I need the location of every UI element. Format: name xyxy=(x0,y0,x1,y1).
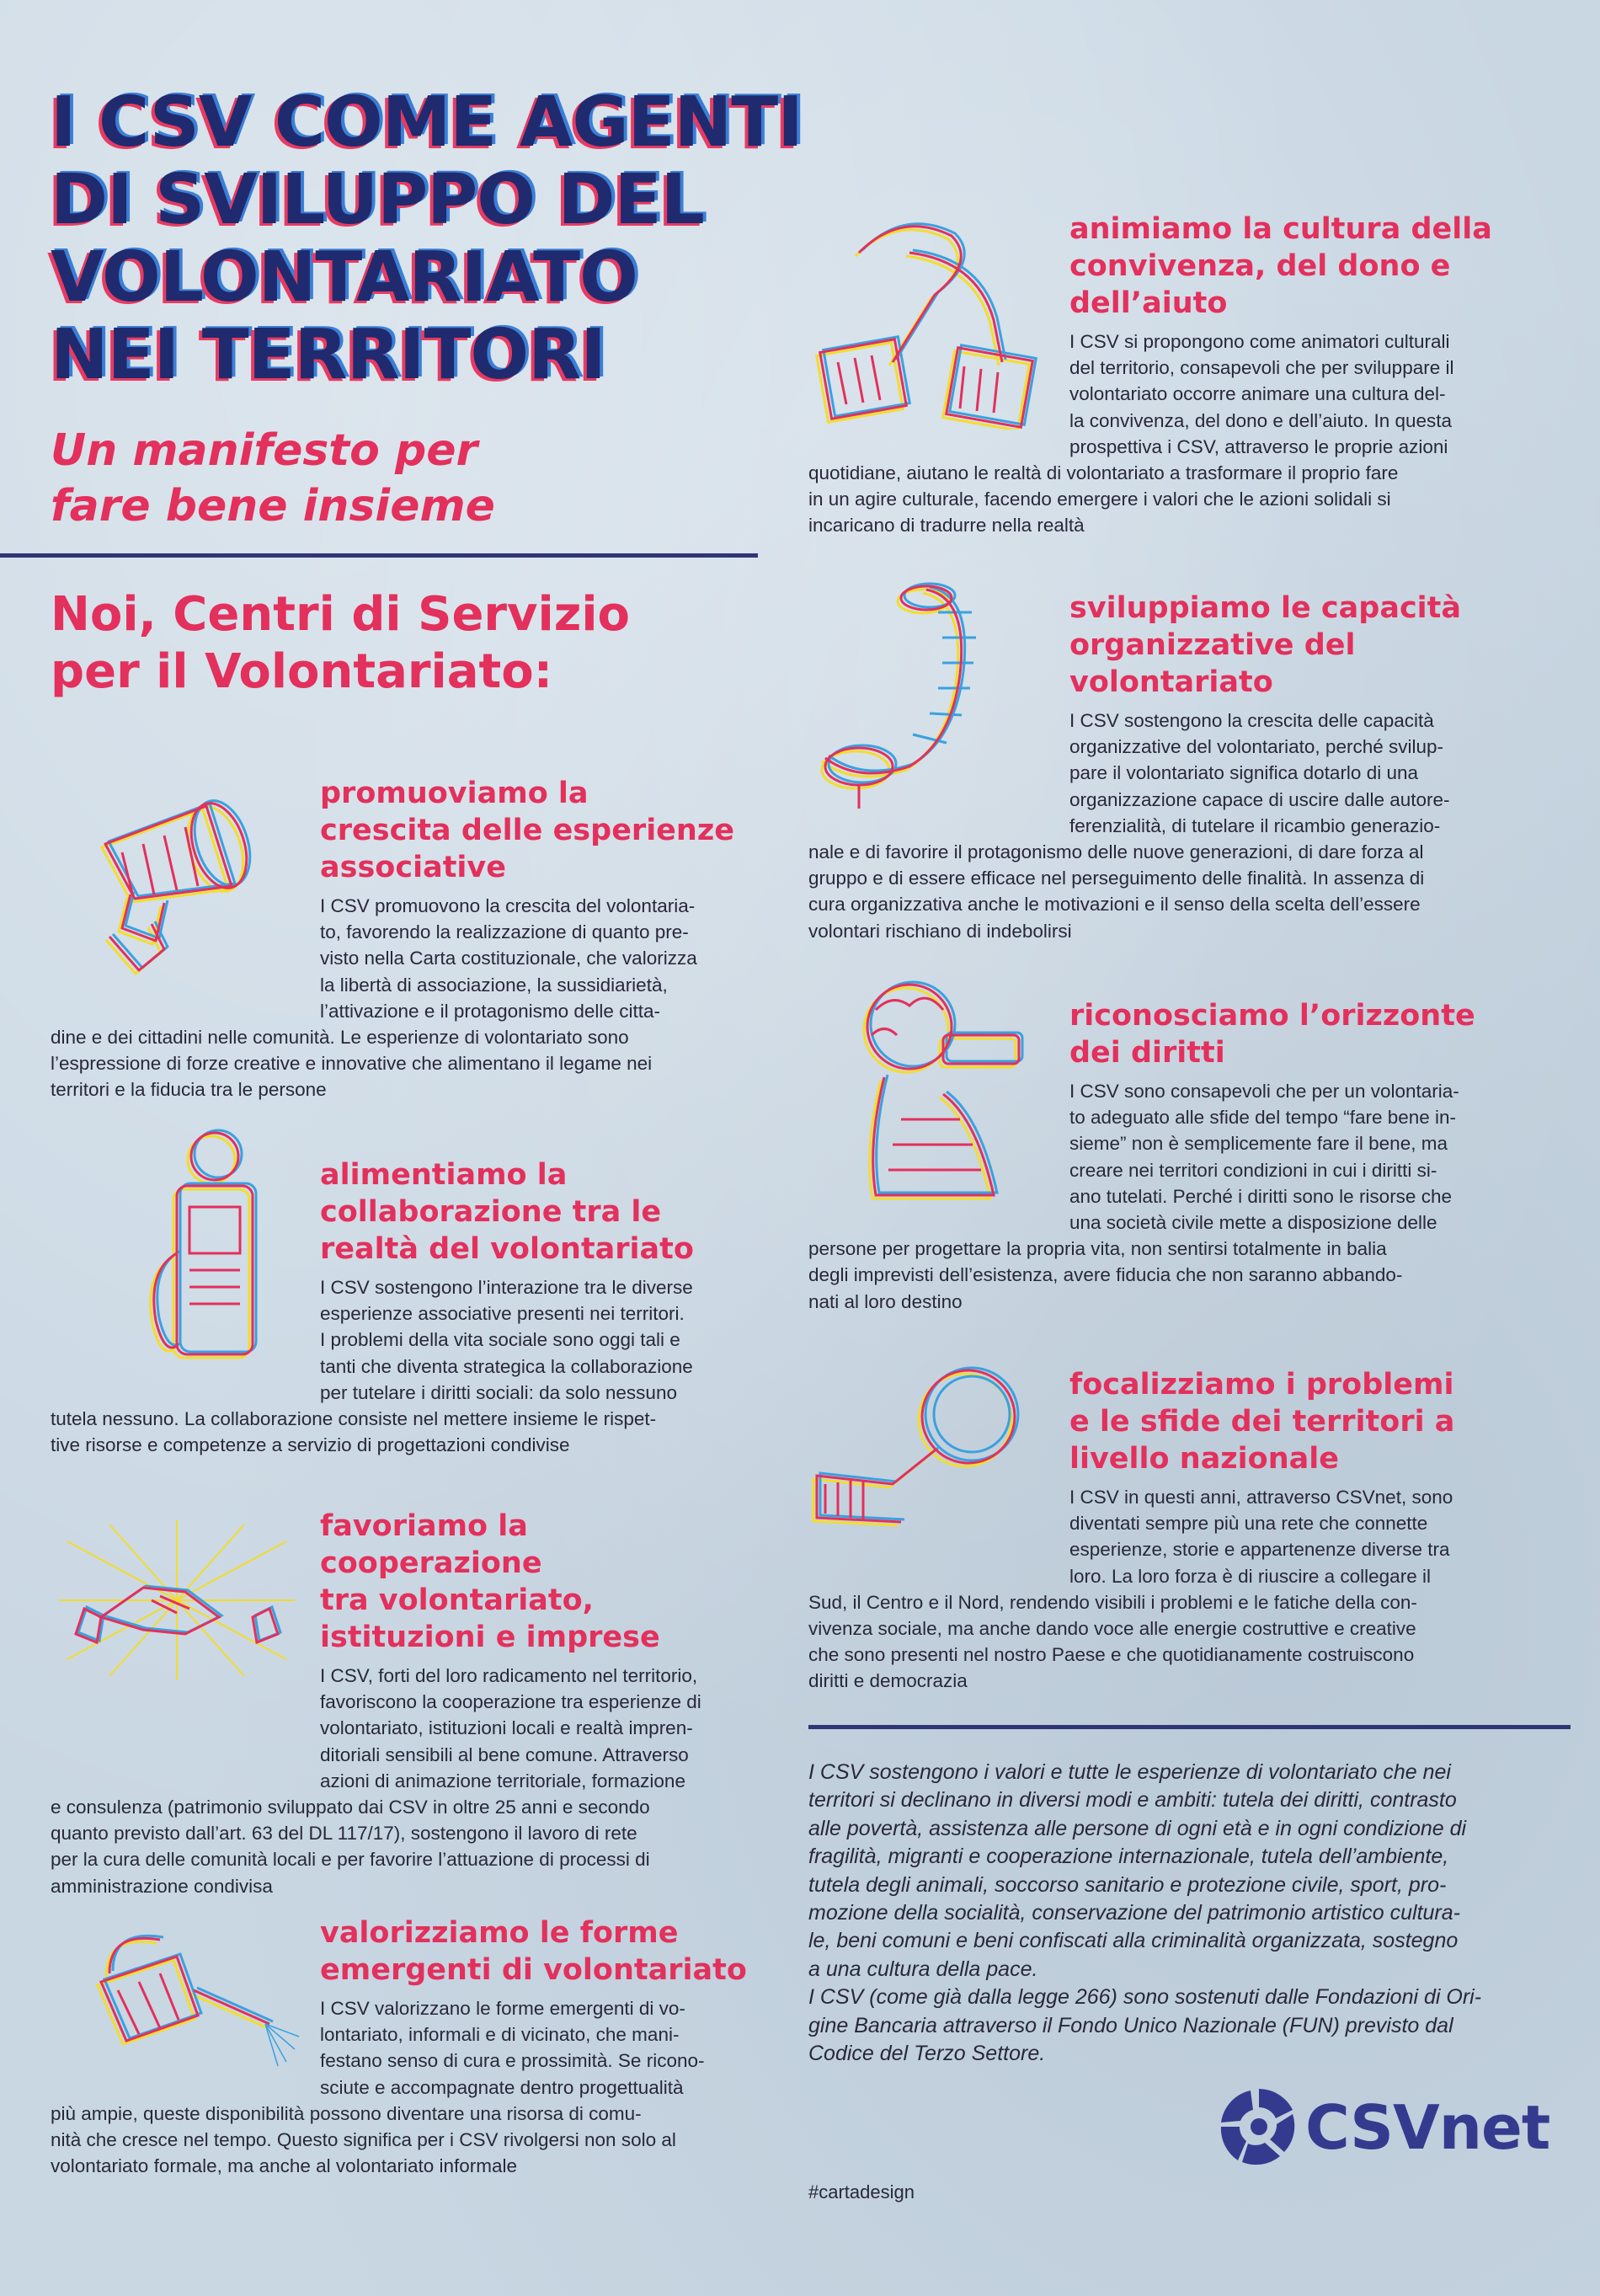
fuel-pump-icon xyxy=(131,1119,299,1371)
section-body-full xyxy=(51,2101,758,2180)
heading-line: volontariato xyxy=(1069,665,1273,699)
body-line: sciute e accompagnate dentro progettualità xyxy=(320,2076,684,2098)
body-line: azioni di animazione territoriale, formazione xyxy=(320,1770,685,1791)
section-focalizziamo xyxy=(808,1366,1516,1695)
woman-spyglass-icon xyxy=(834,976,1044,1212)
intro-heading xyxy=(51,586,808,701)
body-line: to, favorendo la realizzazione di quanto pre- xyxy=(320,921,689,943)
body-line: amministrazione condivisa xyxy=(51,1875,273,1897)
section-heading xyxy=(320,1914,758,1989)
heading-line: istituzioni e imprese xyxy=(320,1621,660,1654)
closing-divider xyxy=(808,1725,1571,1729)
heading-line: tra volontariato, xyxy=(320,1583,594,1617)
closing-line: gine Bancaria attraverso il Fondo Unico Nazionale (FUN) previsto dal xyxy=(808,2013,1453,2037)
closing-line: le, beni comuni e beni confiscati alla criminalità organizzata, sostegno xyxy=(808,1929,1459,1953)
body-line: del territorio, consapevoli che per sviluppare il xyxy=(1069,357,1454,379)
section-body-full xyxy=(808,1589,1516,1695)
heading-line: e le sfide dei territori a xyxy=(1069,1405,1455,1439)
heading-line: alimentiamo la xyxy=(320,1158,568,1192)
title-line: NEI TERRITORI xyxy=(51,315,605,395)
closing-line: I CSV sostengono i valori e tutte le esperienze di volontariato che nei xyxy=(808,1760,1451,1784)
body-line: ferenzialità, di tutelare il ricambio generazio- xyxy=(1069,814,1441,836)
body-line: I CSV promuovono la crescita del volontaria- xyxy=(320,895,696,916)
magnifying-glass-icon xyxy=(800,1358,1044,1551)
intro-line: Noi, Centri di Servizio xyxy=(51,587,630,642)
arm-wrestling-icon xyxy=(792,194,1053,430)
heading-line: realtà del volontariato xyxy=(320,1232,694,1266)
body-line: festano senso di cura e prossimità. Se ricono- xyxy=(320,2050,705,2072)
section-heading xyxy=(1069,590,1516,701)
body-line: la libertà di associazione, la sussidiarietà, xyxy=(320,974,668,996)
section-body-indented xyxy=(1069,707,1516,839)
subtitle xyxy=(51,423,724,534)
section-favoriamo xyxy=(51,1508,758,1899)
section-promuoviamo xyxy=(51,775,758,1103)
section-body-indented xyxy=(1069,1484,1516,1589)
gear-pipe-icon xyxy=(808,573,1036,817)
body-line: nati al loro destino xyxy=(808,1290,963,1312)
body-line: che sono presenti nel nostro Paese e che quotidianamente costruiscono xyxy=(808,1644,1415,1666)
watering-can-icon xyxy=(51,1923,303,2074)
title-line: I CSV COME AGENTI xyxy=(51,83,803,163)
body-line: I problemi della vita sociale sono oggi tali e xyxy=(320,1329,680,1351)
body-line: per tutelare i diritti sociali: da solo nessuno xyxy=(320,1381,677,1403)
logo-text: CSVnet xyxy=(1305,2092,1550,2163)
body-line: diritti e democrazia xyxy=(808,1670,968,1692)
body-line: diventati sempre più una rete che connette xyxy=(1069,1513,1428,1535)
body-line: degli imprevisti dell’esistenza, avere fiducia che non saranno abbando- xyxy=(808,1264,1403,1286)
heading-line: dell’aiuto xyxy=(1069,286,1228,320)
section-heading xyxy=(320,1156,758,1268)
body-line: territori e la fiducia tra le persone xyxy=(51,1079,327,1101)
section-heading xyxy=(320,1508,758,1656)
heading-line: animiamo la cultura della xyxy=(1069,212,1492,246)
section-body-full xyxy=(51,1794,758,1899)
heading-line: crescita delle esperienze xyxy=(320,814,734,847)
body-line: tive risorse e competenze a servizio di progettazioni condivise xyxy=(51,1434,570,1456)
body-line: I CSV sostengono la crescita delle capacità xyxy=(1069,710,1434,731)
section-body-indented xyxy=(320,1663,758,1794)
body-line: dine e dei cittadini nelle comunità. Le esperienze di volontariato sono xyxy=(51,1027,629,1049)
body-line: quanto previsto dall’art. 63 del DL 117/17), sostengono il lavoro di rete xyxy=(51,1823,637,1845)
closing-text xyxy=(808,1759,1524,2068)
body-line: I CSV sono consapevoli che per un volontaria- xyxy=(1069,1081,1459,1102)
section-body-indented xyxy=(320,893,758,1024)
closing-line: a una cultura della pace. xyxy=(808,1957,1038,1981)
section-animiamo xyxy=(808,211,1516,539)
body-line: e consulenza (patrimonio sviluppato dai CSV in oltre 25 anni e secondo xyxy=(51,1797,650,1818)
body-line: incaricano di tradurre nella realtà xyxy=(808,515,1085,537)
heading-line: favoriamo la cooperazione xyxy=(320,1509,542,1580)
body-line: quotidiane, aiutano le realtà di volontariato a trasformare il proprio fare xyxy=(808,462,1399,484)
section-body-full xyxy=(51,1024,758,1103)
title-divider xyxy=(0,553,758,558)
section-body-full xyxy=(808,460,1516,539)
intro-line: per il Volontariato: xyxy=(51,644,553,699)
heading-line: livello nazionale xyxy=(1069,1442,1339,1476)
section-alimentiamo xyxy=(51,1156,758,1458)
body-line: cura organizzativa anche le motivazioni e il senso della scelta dell’essere xyxy=(808,894,1421,916)
section-body-full xyxy=(808,839,1516,944)
section-riconosciamo xyxy=(808,997,1516,1315)
closing-line: Codice del Terzo Settore. xyxy=(808,2042,1046,2066)
section-body-indented xyxy=(320,1274,758,1406)
body-line: lontariato, informali e di vicinato, che mani- xyxy=(320,2024,680,2046)
body-line: ditoriali sensibili al bene comune. Attraverso xyxy=(320,1743,689,1765)
body-line: esperienze, storie e appartenenze diverse tra xyxy=(1069,1539,1450,1561)
section-heading xyxy=(1069,211,1516,322)
section-body-full xyxy=(808,1236,1516,1315)
body-line: I CSV valorizzano le forme emergenti di vo- xyxy=(320,1998,685,2019)
closing-line: I CSV (come già dalla legge 266) sono sostenuti dalle Fondazioni di Ori- xyxy=(808,1985,1482,2010)
body-line: in un agire culturale, facendo emergere i valori che le azioni solidali si xyxy=(808,489,1391,510)
body-line: l’espressione di forze creative e innovative che alimentano il legame nei xyxy=(51,1053,653,1075)
body-line: loro. La loro forza è di riuscire a collegare il xyxy=(1069,1565,1431,1587)
csvnet-logo xyxy=(1213,2080,1550,2181)
section-body-indented xyxy=(1069,328,1516,460)
body-line: visto nella Carta costituzionale, che valorizza xyxy=(320,948,697,969)
body-line: ano tutelati. Perché i diritti sono le risorse che xyxy=(1069,1185,1452,1207)
body-line: Sud, il Centro e il Nord, rendendo visibili i problemi e le fatiche della con- xyxy=(808,1591,1417,1613)
heading-line: emergenti di volontariato xyxy=(320,1953,747,1987)
body-line: organizzazione capace di uscire dalle autore- xyxy=(1069,788,1450,810)
body-line: volontari rischiano di indebolirsi xyxy=(808,920,1072,942)
subtitle-line: Un manifesto per xyxy=(51,425,478,476)
body-line: l’attivazione e il protagonismo delle citta- xyxy=(320,1000,660,1022)
closing-line: tutela degli animali, soccorso sanitario e protezione civile, sport, pro- xyxy=(808,1872,1447,1897)
body-line: organizzative del volontariato, perché svilup- xyxy=(1069,736,1443,758)
heading-line: valorizziamo le forme xyxy=(320,1916,679,1950)
main-title xyxy=(51,84,876,394)
closing-line: alle povertà, assistenza alle persone di ogni età e in ogni condizione di xyxy=(808,1816,1467,1840)
title-line: DI SVILUPPO DEL xyxy=(51,160,704,240)
body-line: esperienze associative presenti nei territori. xyxy=(320,1303,685,1325)
body-line: volontariato occorre animare una cultura del- xyxy=(1069,383,1446,405)
heading-line: organizzative del xyxy=(1069,628,1356,662)
section-body-indented xyxy=(1069,1078,1516,1236)
body-line: più ampie, queste disponibilità possono diventare una risorsa di comu- xyxy=(51,2102,642,2124)
subtitle-line: fare bene insieme xyxy=(51,481,495,531)
heading-line: dei diritti xyxy=(1069,1036,1225,1070)
heading-line: associative xyxy=(320,851,506,884)
handshake-icon xyxy=(51,1516,303,1685)
section-heading xyxy=(1069,1366,1516,1477)
closing-line: mozione della socialità, conservazione del patrimonio artistico cultura- xyxy=(808,1901,1460,1925)
closing-line: territori si declinano in diversi modi e ambiti: tutela dei diritti, contrasto xyxy=(808,1788,1457,1813)
heading-line: collaborazione tra le xyxy=(320,1195,662,1229)
body-line: gruppo e di essere efficace nel perseguimento delle finalità. In assenza di xyxy=(808,868,1425,889)
body-line: persone per progettare la propria vita, non sentirsi totalmente in balia xyxy=(808,1238,1387,1260)
section-valorizziamo xyxy=(51,1914,758,2179)
body-line: sieme” non è semplicemente fare il bene, ma xyxy=(1069,1133,1448,1155)
section-heading xyxy=(1069,997,1516,1071)
heading-line: sviluppiamo le capacità xyxy=(1069,591,1462,625)
body-line: vivenza sociale, ma anche dando voce alle energie costruttive e creative xyxy=(808,1618,1416,1640)
body-line: una società civile mette a disposizione delle xyxy=(1069,1212,1437,1234)
body-line: creare nei territori condizioni in cui i diritti si- xyxy=(1069,1159,1437,1181)
body-line: la convivenza, del dono e dell’aiuto. In questa xyxy=(1069,409,1453,431)
body-line: per la cura delle comunità locali e per favorire l’attuazione di processi di xyxy=(51,1849,650,1871)
body-line: I CSV sostengono l’interazione tra le diverse xyxy=(320,1277,693,1298)
section-body-full xyxy=(51,1406,758,1458)
body-line: volontariato formale, ma anche al volontariato informale xyxy=(51,2155,518,2177)
body-line: pare il volontariato significa dotarlo di una xyxy=(1069,762,1418,784)
section-sviluppiamo xyxy=(808,590,1516,944)
hashtag: #cartadesign xyxy=(808,2181,915,2203)
closing-paragraph xyxy=(808,1984,1524,2068)
heading-line: convivenza, del dono e xyxy=(1069,249,1451,283)
closing-paragraph xyxy=(808,1759,1524,1984)
title-line: VOLONTARIATO xyxy=(51,238,637,318)
csvnet-logo-mark-icon xyxy=(1213,2080,1305,2173)
body-line: nità che cresce nel tempo. Questo significa per i CSV rivolgersi non solo al xyxy=(51,2129,676,2151)
body-line: favoriscono la cooperazione tra esperienze di xyxy=(320,1691,701,1713)
closing-line: fragilità, migranti e cooperazione internazionale, tutela dell’ambiente, xyxy=(808,1845,1449,1869)
heading-line: focalizziamo i problemi xyxy=(1069,1368,1454,1402)
section-heading xyxy=(320,775,758,886)
body-line: volontariato, istituzioni locali e realtà impren- xyxy=(320,1717,693,1739)
body-line: tanti che diventa strategica la collaborazione xyxy=(320,1355,693,1377)
heading-line: promuoviamo la xyxy=(320,777,589,810)
body-line: I CSV, forti del loro radicamento nel territorio, xyxy=(320,1665,698,1686)
body-line: I CSV si propongono come animatori culturali xyxy=(1069,331,1450,352)
body-line: prospettiva i CSV, attraverso le proprie azioni xyxy=(1069,435,1448,457)
heading-line: riconosciamo l’orizzonte xyxy=(1069,999,1475,1033)
body-line: to adeguato alle sfide del tempo “fare bene in- xyxy=(1069,1107,1457,1129)
megaphone-icon xyxy=(72,760,299,987)
body-line: nale e di favorire il protagonismo delle nuove generazioni, di dare forza al xyxy=(808,841,1424,863)
section-body-indented xyxy=(320,1995,758,2101)
body-line: I CSV in questi anni, attraverso CSVnet, sono xyxy=(1069,1487,1453,1508)
body-line: tutela nessuno. La collaborazione consiste nel mettere insieme le rispet- xyxy=(51,1408,657,1430)
